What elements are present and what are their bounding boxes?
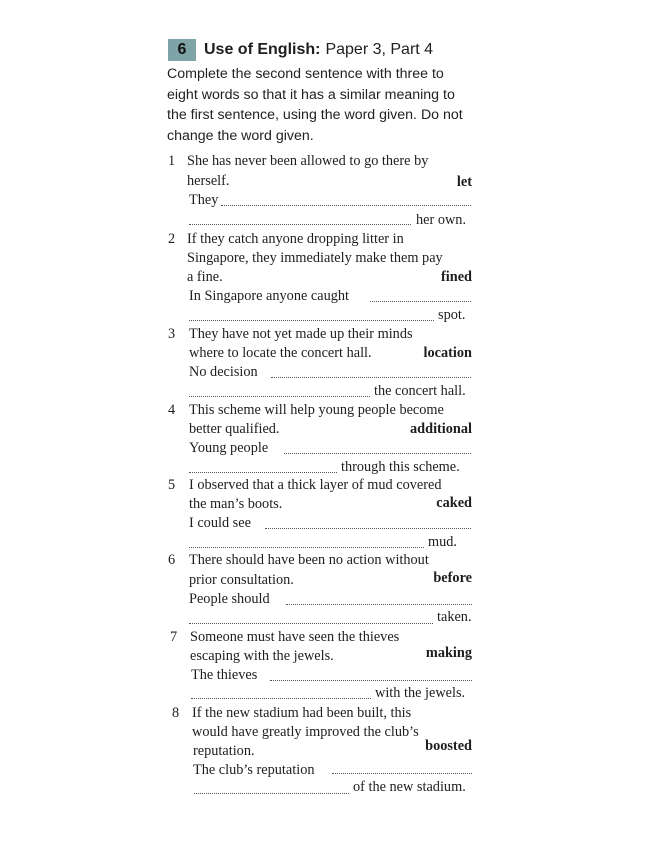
answer-end: spot.	[438, 307, 466, 323]
answer-end: with the jewels.	[375, 685, 466, 701]
question-number: 7	[170, 629, 178, 645]
question-sentence-line: There should have been no action without	[189, 552, 429, 568]
question-sentence-line: If they catch anyone dropping litter in	[187, 231, 404, 247]
answer-start: The club’s reputation	[193, 762, 315, 778]
answer-blank[interactable]	[265, 528, 471, 529]
keyword: location	[423, 345, 472, 361]
question-number: 3	[168, 326, 176, 342]
answer-end: taken.	[437, 609, 472, 625]
question-sentence-line: I observed that a thick layer of mud covered	[189, 477, 442, 493]
answer-end: her own.	[416, 212, 467, 228]
answer-blank[interactable]	[370, 301, 471, 302]
answer-start: Young people	[189, 440, 269, 456]
exercise-number-badge: 6	[168, 39, 196, 61]
keyword: making	[425, 645, 472, 661]
question-sentence-line: where to locate the concert hall.	[189, 345, 372, 361]
keyword: boosted	[425, 738, 472, 754]
question-sentence-line: Someone must have seen the thieves	[190, 629, 400, 645]
question-sentence-line: the man’s boots.	[189, 496, 283, 512]
answer-start: The thieves	[191, 667, 258, 683]
keyword: fined	[441, 269, 472, 285]
answer-blank[interactable]	[194, 793, 349, 794]
question-sentence-line: This scheme will help young people become	[189, 402, 444, 418]
question-sentence-line: would have greatly improved the club’s	[192, 724, 419, 740]
keyword: let	[456, 174, 472, 190]
question-number: 1	[168, 153, 176, 169]
question-sentence-line: a fine.	[187, 269, 223, 285]
question-number: 4	[168, 402, 176, 418]
answer-blank[interactable]	[221, 205, 471, 206]
answer-blank[interactable]	[284, 453, 471, 454]
keyword: before	[433, 570, 472, 586]
question-sentence-line: herself.	[187, 173, 230, 189]
answer-blank[interactable]	[271, 377, 471, 378]
exercise-header	[168, 38, 433, 62]
answer-start: In Singapore anyone caught	[189, 288, 349, 304]
question-sentence-line: better qualified.	[189, 421, 280, 437]
answer-blank[interactable]	[332, 773, 472, 774]
answer-blank[interactable]	[189, 547, 424, 548]
question-number: 2	[168, 231, 176, 247]
exercise-title-rest: Paper 3, Part 4	[325, 41, 434, 58]
exercise-title-bold: Use of English:	[204, 41, 321, 58]
answer-blank[interactable]	[189, 320, 434, 321]
question-number: 8	[172, 705, 180, 721]
keyword: additional	[410, 421, 472, 437]
answer-end: the concert hall.	[374, 383, 466, 399]
answer-start: I could see	[189, 515, 251, 531]
instructions: Complete the second sentence with three to eight words so that it has a similar meaning to the first sentence, using the word given. Do not change the word given.	[167, 66, 463, 144]
answer-end: through this scheme.	[341, 459, 460, 475]
question-sentence-line: escaping with the jewels.	[190, 648, 334, 664]
answer-blank[interactable]	[191, 698, 371, 699]
answer-end: of the new stadium.	[353, 779, 466, 795]
question-sentence-line: She has never been allowed to go there by	[187, 153, 429, 169]
answer-blank[interactable]	[286, 604, 472, 605]
answer-blank[interactable]	[189, 396, 370, 397]
question-sentence-line: prior consultation.	[189, 572, 294, 588]
keyword: caked	[436, 495, 472, 511]
question-sentence-line: reputation.	[193, 743, 255, 759]
question-sentence-line: Singapore, they immediately make them pay	[187, 250, 443, 266]
question-number: 5	[168, 477, 176, 493]
answer-blank[interactable]	[189, 623, 433, 624]
question-sentence-line: They have not yet made up their minds	[189, 326, 413, 342]
question-number: 6	[168, 552, 176, 568]
answer-blank[interactable]	[189, 472, 337, 473]
answer-blank[interactable]	[189, 224, 411, 225]
answer-start: No decision	[189, 364, 258, 380]
answer-start: People should	[189, 591, 270, 607]
question-sentence-line: If the new stadium had been built, this	[192, 705, 412, 721]
answer-blank[interactable]	[270, 680, 472, 681]
answer-start: They	[189, 192, 219, 208]
answer-end: mud.	[428, 534, 457, 550]
